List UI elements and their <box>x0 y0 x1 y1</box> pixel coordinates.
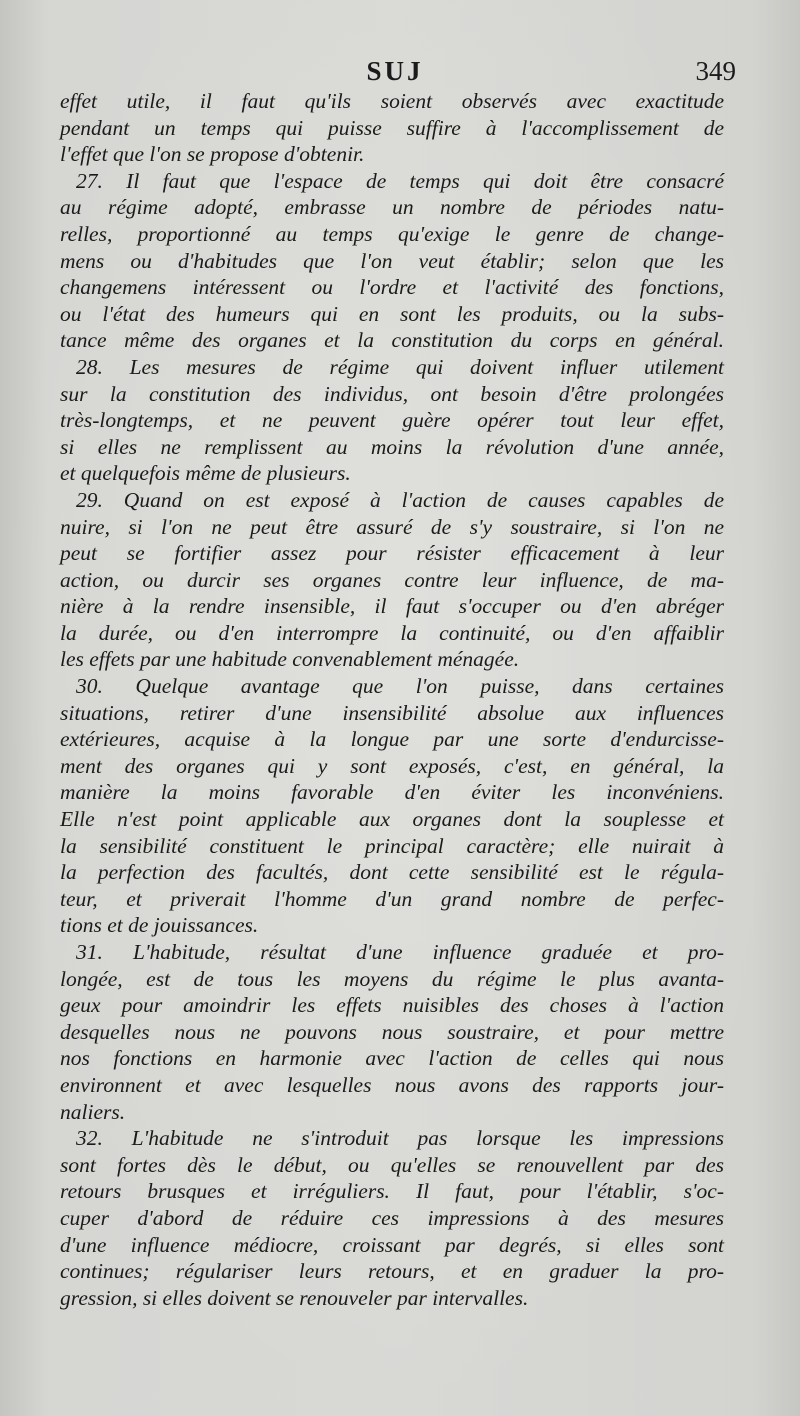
paragraph-29-start: 29. Quand on est exposé à l'action de causes capables de <box>76 487 724 512</box>
text-line: manière la moins favorable d'en éviter les inconvéniens. <box>60 780 724 805</box>
text-line: action, ou durcir ses organes contre leur influence, de ma- <box>60 567 724 592</box>
text-line: nos fonctions en harmonie avec l'action de celles qui nous <box>60 1046 724 1071</box>
text-line: naliers. <box>60 1099 126 1124</box>
page-header <box>60 56 736 90</box>
text-line: extérieures, acquise à la longue par une sorte d'endurcisse- <box>60 727 724 752</box>
text-line: si elles ne remplissent au moins la révolution d'une année, <box>60 434 724 459</box>
text-line: et quelquefois même de plusieurs. <box>60 461 351 486</box>
text-line: nière à la rendre insensible, il faut s'occuper ou d'en abréger <box>60 594 724 619</box>
paragraph-31-start: 31. L'habitude, résultat d'une influence graduée et pro- <box>76 940 724 964</box>
text-line: environnent et avec lesquelles nous avons des rapports jour- <box>60 1072 724 1097</box>
text-line: au régime adopté, embrasse un nombre de périodes natu- <box>60 195 724 220</box>
text-line: continues; régulariser leurs retours, et en graduer la pro- <box>60 1259 724 1284</box>
text-line: la sensibilité constituent le principal caractère; elle nuirait à <box>60 833 724 858</box>
text-line: longée, est de tous les moyens du régime le plus avanta- <box>60 966 724 991</box>
text-line: sont fortes dès le début, ou qu'elles se renouvellent par des <box>60 1152 724 1177</box>
text-line: la perfection des facultés, dont cette sensibilité est le régula- <box>60 860 724 885</box>
text-line: sur la constitution des individus, ont besoin d'être prolongées <box>60 381 724 406</box>
text-line: d'une influence médiocre, croissant par degrés, si elles sont <box>60 1232 724 1257</box>
text-line: tance même des organes et la constitution du corps en général. <box>60 328 724 353</box>
text-line: très-longtemps, et ne peuvent guère opérer tout leur effet, <box>60 408 724 433</box>
text-line: teur, et priverait l'homme d'un grand nombre de perfec- <box>60 886 724 911</box>
text-line: desquelles nous ne pouvons nous soustraire, et pour mettre <box>60 1019 724 1044</box>
running-head: SUJ <box>366 56 424 86</box>
paragraph-27-start: 27. Il faut que l'espace de temps qui doit être consacré <box>76 168 724 193</box>
text-line: situations, retirer d'une insensibilité absolue aux influences <box>60 700 724 725</box>
text-line: geux pour amoindrir les effets nuisibles des choses à l'action <box>60 993 724 1018</box>
text-line: les effets par une habitude convenablement ménagée. <box>60 647 520 672</box>
text-line: pendant un temps qui puisse suffire à l'accomplissement de <box>60 115 724 140</box>
text-line: retours brusques et irréguliers. Il faut, pour l'établir, s'oc- <box>60 1179 724 1204</box>
text-line: mens ou d'habitudes que l'on veut établir; selon que les <box>60 248 724 273</box>
text-line: gression, si elles doivent se renouveler par intervalles. <box>60 1285 529 1310</box>
page-number: 349 <box>695 56 736 86</box>
text-line: l'effet que l'on se propose d'obtenir. <box>60 142 365 167</box>
paragraph-28-start: 28. Les mesures de régime qui doivent influer utilement <box>76 354 724 379</box>
text-line: peut se fortifier assez pour résister efficacement à leur <box>60 541 724 566</box>
text-line: relles, proportionné au temps qu'exige le genre de change- <box>60 221 724 246</box>
paragraph-32-start: 32. L'habitude ne s'introduit pas lorsque les impressions <box>76 1126 724 1151</box>
text-line: ment des organes qui y sont exposés, c'est, en général, la <box>60 753 724 778</box>
text-line: changemens intéressent ou l'ordre et l'activité des fonctions, <box>60 275 724 300</box>
text-line: Elle n'est point applicable aux organes dont la souplesse et <box>60 807 724 832</box>
text-line: ou l'état des humeurs qui en sont les produits, ou la subs- <box>60 301 724 326</box>
body-text <box>60 88 724 1311</box>
text-line: effet utile, il faut qu'ils soient observés avec exactitude <box>60 89 724 113</box>
text-line: nuire, si l'on ne peut être assuré de s'y soustraire, si l'on ne <box>60 514 724 539</box>
text-line: tions et de jouissances. <box>60 913 259 938</box>
text-line: la durée, ou d'en interrompre la continuité, ou d'en affaiblir <box>60 620 724 645</box>
paragraph-30-start: 30. Quelque avantage que l'on puisse, dans certaines <box>76 674 724 699</box>
text-line: cuper d'abord de réduire ces impressions à des mesures <box>60 1205 724 1230</box>
